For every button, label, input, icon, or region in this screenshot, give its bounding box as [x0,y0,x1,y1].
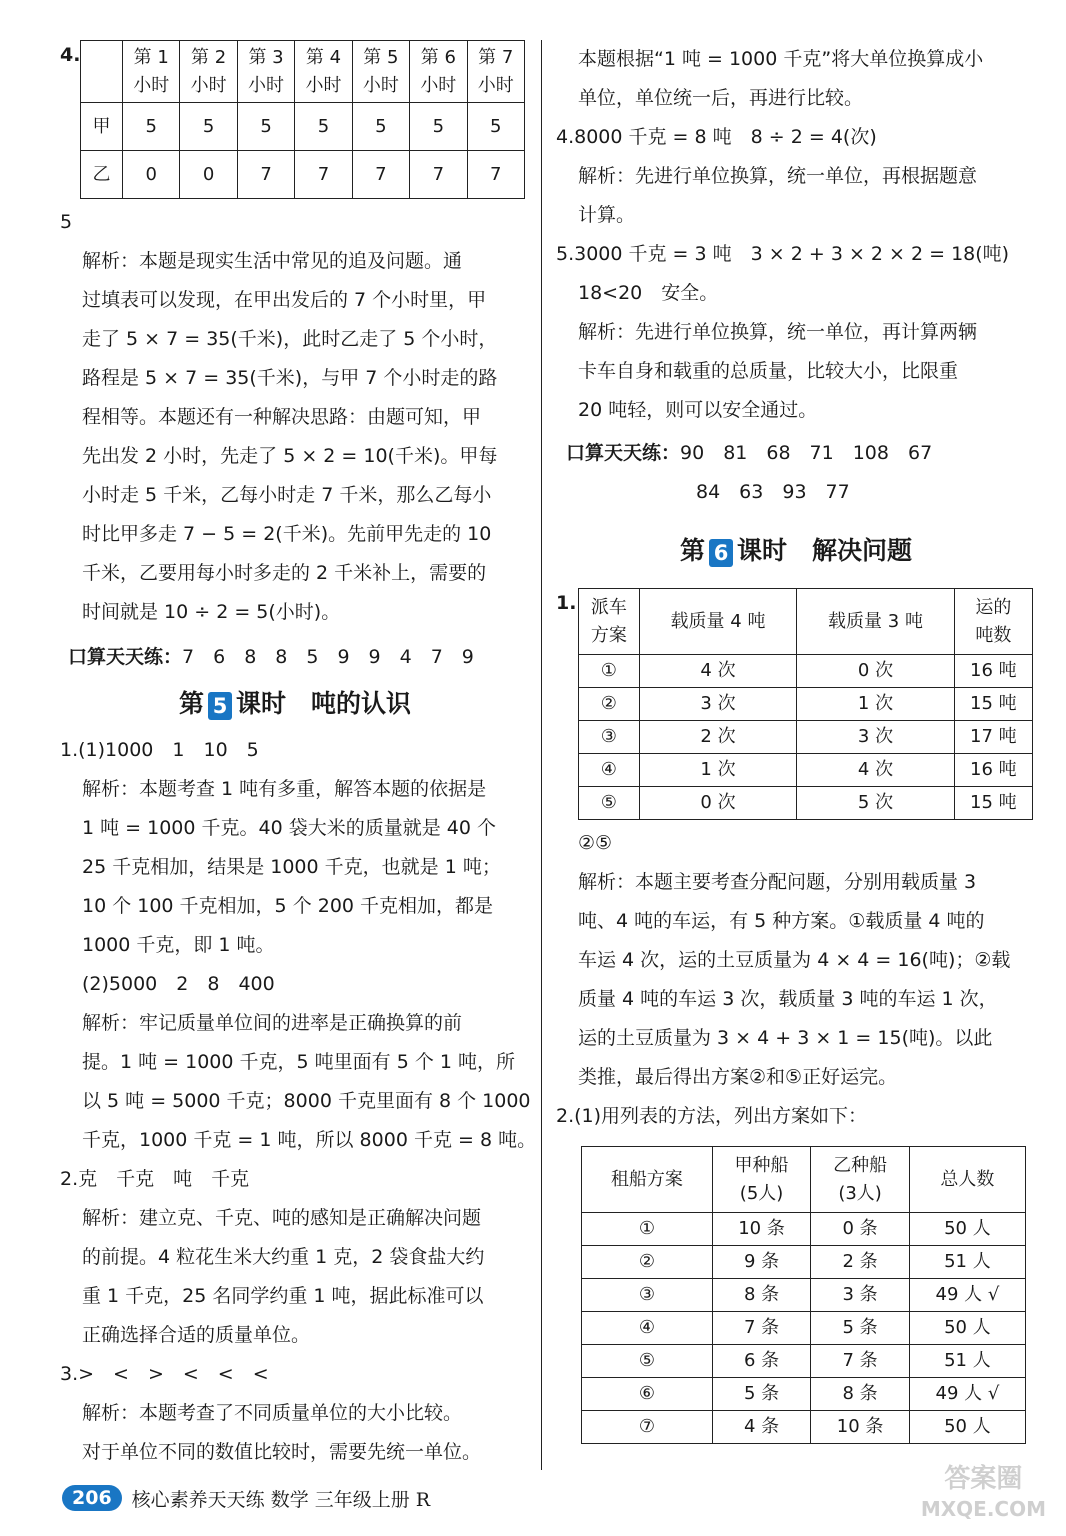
table-cell: 5 [295,103,352,151]
text-line: 过填表可以发现，在甲出发后的 7 个小时里，甲 [82,289,487,311]
lesson-prefix: 第 [679,536,705,565]
table-header-cell [712,1147,811,1213]
table-cell: 7 [352,151,409,199]
table-header-cell [237,41,294,103]
text-line: 解析：牢记质量单位间的进率是正确换算的前 [82,1012,463,1034]
text-line: 卡车自身和载重的总质量，比较大小，比限重 [578,360,959,382]
watermark-line2: MXQE.COM [920,1497,1046,1521]
oral-values-row2: 84 63 93 77 [696,481,850,503]
table-row [579,787,1033,820]
table-cell: 7 [467,151,524,199]
text-line: 10 个 100 千克相加，5 个 200 千克相加，都是 [82,895,494,917]
table-corner-cell [81,41,123,103]
lesson-number-badge: 6 [709,539,733,567]
table-cell: 4 次 [639,655,797,688]
text-line: 1.(1)1000 1 10 5 [60,739,259,761]
table-header-cell-line: 小时 [305,74,342,96]
table-row [582,1345,1026,1378]
table-cell: 5 [410,103,467,151]
table-cell: 5 [237,103,294,151]
table-header-cell-line: 派车 [590,596,627,618]
text-line: 千米，乙要用每小时多走的 2 千米补上，需要的 [82,562,487,584]
table-row [81,151,525,199]
text-line: 本题根据“1 吨 = 1000 千克”将大单位换算成小 [578,48,984,70]
table-cell: 8 条 [811,1378,910,1411]
table-cell: 15 吨 [954,688,1032,721]
text-line: 吨、4 吨的车运，有 5 种方案。①载质量 4 吨的 [578,910,985,932]
table-header-cell-line: 第 2 [191,46,227,68]
table-header-cell-line: 载质量 4 吨 [670,610,766,632]
table-header-row [81,41,525,103]
q1-block [556,588,1036,820]
table-row [579,688,1033,721]
lesson-heading: 课时 解决问题 [737,536,913,565]
table-cell: 3 条 [811,1279,910,1312]
text-line: 程相等。本题还有一种解决思路：由题可知，甲 [82,406,482,428]
lesson-prefix: 第 [178,689,204,718]
text-line: 路程是 5 × 7 = 35(千米)，与甲 7 个小时走的路 [82,367,498,389]
q2-intro: 2.(1)用列表的方法，列出方案如下： [556,1105,868,1127]
column-divider [541,40,542,1470]
table-cell: 50 人 [909,1411,1025,1444]
table-header-row [579,589,1033,655]
text-line: 以 5 吨 = 5000 千克；8000 千克里面有 8 个 1000 [82,1090,531,1112]
table-cell: 50 人 [909,1312,1025,1345]
table-boat-plans [581,1146,1026,1444]
table-cell: ③ [582,1279,713,1312]
text-line: (2)5000 2 8 400 [82,973,275,995]
table-cell: 5 条 [712,1378,811,1411]
table-cell: 3 次 [639,688,797,721]
table-header-cell-line: 运的 [975,596,1012,618]
table-cell: 49 人 √ [909,1279,1025,1312]
text-line: 时比甲多走 7 − 5 = 2(千米)。先前甲先走的 10 [82,523,492,545]
row-label: 乙 [81,151,123,199]
q1-answer: ②⑤ [578,832,613,854]
table-cell: 0 次 [639,787,797,820]
q1-explanation [556,863,1036,1097]
text-line: 解析：先进行单位换算，统一单位，再计算两辆 [578,321,978,343]
text-line: 对于单位不同的数值比较时，需要先统一单位。 [82,1441,482,1463]
text-line: 3.> < > < < < [60,1363,269,1385]
table-hours [80,40,525,199]
book-title: 核心素养天天练 数学 三年级上册 R [131,1488,431,1511]
table-row [579,721,1033,754]
table-cell: 16 吨 [954,754,1032,787]
table-cell: 17 吨 [954,721,1032,754]
text-line: 解析：本题主要考查分配问题，分别用载质量 3 [578,871,977,893]
table-header-cell [123,41,180,103]
table-cell: 5 [123,103,180,151]
lesson-number-badge: 5 [208,692,232,720]
table-cell: 7 [295,151,352,199]
text-line: 解析：本题考查 1 吨有多重，解答本题的依据是 [82,778,487,800]
table-cell: 9 条 [712,1246,811,1279]
table-cell: ⑦ [582,1411,713,1444]
lesson-5-title [60,677,530,731]
text-line: 时间就是 10 ÷ 2 = 5(小时)。 [82,601,341,623]
question-number: 4. [60,44,81,66]
text-line: 20 吨轻，则可以安全通过。 [578,399,818,421]
table-header-cell [811,1147,910,1213]
oral-practice-left [60,638,530,677]
table-header-cell-line: 甲种船 [734,1154,789,1176]
text-line: 计算。 [578,204,636,226]
table-header-cell [579,589,640,655]
table-header-cell [797,589,955,655]
table-cell: 7 条 [712,1312,811,1345]
table-cell: 4 次 [797,754,955,787]
table-cell: 5 条 [811,1312,910,1345]
table-cell: 49 人 √ [909,1378,1025,1411]
row-label: 甲 [81,103,123,151]
table-cell: 2 条 [811,1246,910,1279]
table-header-cell-line: 第 5 [363,46,399,68]
table-header-cell-line: 载质量 3 吨 [828,610,923,632]
watermark [921,1464,1046,1524]
watermark-line1: 答案圈 [944,1464,1023,1494]
table-cell: 51 人 [909,1246,1025,1279]
table-header-cell-line: 小时 [190,74,227,96]
table-cell: 7 [410,151,467,199]
text-line: 25 千克相加，结果是 1000 千克，也就是 1 吨； [82,856,501,878]
table-header-cell [909,1147,1025,1213]
table-header-cell [467,41,524,103]
table-row [579,655,1033,688]
table-header-cell-line: 小时 [362,74,399,96]
page-number: 206 [62,1485,122,1511]
table-cell: 5 [352,103,409,151]
oral-values: 7 6 8 8 5 9 9 4 7 9 [182,646,474,668]
text-line: 2.克 千克 吨 千克 [60,1168,250,1190]
table-cell: 16 吨 [954,655,1032,688]
table-cell: 5 次 [797,787,955,820]
table-header-row [582,1147,1026,1213]
right-column [556,40,1036,1444]
table-row [582,1312,1026,1345]
text-line: 正确选择合适的质量单位。 [82,1324,311,1346]
table-row [582,1246,1026,1279]
table-cell: 2 次 [639,721,797,754]
text-line: 1 吨 = 1000 千克。40 袋大米的质量就是 40 个 [82,817,496,839]
table-cell: 10 条 [712,1213,811,1246]
text-line: 质量 4 吨的车运 3 次，载质量 3 吨的车运 1 次， [578,988,998,1010]
table-header-cell-line: 乙种船 [833,1154,888,1176]
table-header-cell [410,41,467,103]
text-line: 走了 5 × 7 = 35(千米)，此时乙走了 5 个小时， [82,328,498,350]
q4-block [60,40,530,199]
table-header-cell-line: 方案 [590,624,627,646]
table-header-cell-line: 第 1 [133,46,169,68]
text-line: 先出发 2 小时，先走了 5 × 2 = 10(千米)。甲每 [82,445,498,467]
table-header-cell-line: 第 3 [248,46,284,68]
table-cell: 5 [180,103,237,151]
table-cell: ⑥ [582,1378,713,1411]
table-header-cell-line: 吨数 [975,624,1012,646]
table-cell: 6 条 [712,1345,811,1378]
table-row [579,754,1033,787]
table-cell: ④ [579,754,640,787]
text-line: 解析：先进行单位换算，统一单位，再根据题意 [578,165,978,187]
table-cell: 5 [467,103,524,151]
lesson-6-title [556,524,1036,578]
table-header-cell-line: 第 6 [420,46,456,68]
table-header-cell-line: 第 4 [305,46,342,68]
oral-label: 口算天天练： [68,646,183,668]
table-cell: 1 次 [797,688,955,721]
text-line: 4.8000 千克 = 8 吨 8 ÷ 2 = 4(次) [556,126,877,148]
text-line: 5.3000 千克 = 3 吨 3 × 2 + 3 × 2 × 2 = 18(吨) [556,243,1010,265]
table-header-cell-line: (3人) [838,1182,882,1204]
text-line: 18<20 安全。 [578,282,719,304]
right-top-answers [556,40,1036,430]
oral-label: 口算天天练： [566,442,681,464]
table-cell: ① [579,655,640,688]
q4-answer: 5 [60,211,73,233]
table-cell: ⑤ [579,787,640,820]
table-cell: ④ [582,1312,713,1345]
text-line: 的前提。4 粒花生米大约重 1 克，2 袋食盐大约 [82,1246,485,1268]
text-line: 类推，最后得出方案②和⑤正好运完。 [578,1066,898,1088]
text-line: 运的土豆质量为 3 × 4 + 3 × 1 = 15(吨)。以此 [578,1027,993,1049]
table-cell: 10 条 [811,1411,910,1444]
table-cell: 15 吨 [954,787,1032,820]
question-number: 1. [556,592,577,614]
table-cell: 0 次 [797,655,955,688]
oral-practice-right [556,434,1036,473]
table-row [582,1213,1026,1246]
table-row [81,103,525,151]
table-header-cell-line: 小时 [420,74,457,96]
table-cell: 7 条 [811,1345,910,1378]
table-header-cell-line: 小时 [248,74,285,96]
text-line: 小时走 5 千米，乙每小时走 7 千米，那么乙每小 [82,484,492,506]
text-line: 单位，单位统一后，再进行比较。 [578,87,864,109]
table-cell: ② [579,688,640,721]
table-cell: 3 次 [797,721,955,754]
text-line: 重 1 千克，25 名同学约重 1 吨，据此标准可以 [82,1285,484,1307]
table-header-cell-line: 小时 [477,74,514,96]
table-row [582,1279,1026,1312]
text-line: 解析：本题是现实生活中常见的追及问题。通 [82,250,463,272]
table-header-cell-line: 第 7 [478,46,514,68]
table-cell: 7 [237,151,294,199]
text-line: 车运 4 次，运的土豆质量为 4 × 4 = 16(吨)；②载 [578,949,1011,971]
table-cell: ① [582,1213,713,1246]
left-column [60,40,537,1472]
table-header-cell-line: 小时 [133,74,170,96]
table-cell: ⑤ [582,1345,713,1378]
table-cell: 8 条 [712,1279,811,1312]
table-header-cell-line: 租船方案 [610,1168,683,1190]
table-truck-plans [578,588,1033,820]
table-cell: ③ [579,721,640,754]
table-cell: 50 人 [909,1213,1025,1246]
text-line: 解析：本题考查了不同质量单位的大小比较。 [82,1402,463,1424]
text-line: 1000 千克，即 1 吨。 [82,934,275,956]
table-row [582,1378,1026,1411]
table-header-cell [582,1147,713,1213]
text-line: 解析：建立克、千克、吨的感知是正确解决问题 [82,1207,482,1229]
table-header-cell [180,41,237,103]
table-header-cell-line: 总人数 [940,1168,995,1190]
table-cell: ② [582,1246,713,1279]
table-cell: 51 人 [909,1345,1025,1378]
table-cell: 0 条 [811,1213,910,1246]
lesson-heading: 课时 吨的认识 [236,689,412,718]
table-cell: 0 [123,151,180,199]
table-header-cell [295,41,352,103]
lesson-5-answers [60,731,537,1472]
table-header-cell [352,41,409,103]
table-header-cell [639,589,797,655]
oral-values: 90 81 68 71 108 67 [680,442,933,464]
text-line: 提。1 吨 = 1000 千克，5 吨里面有 5 个 1 吨，所 [82,1051,515,1073]
q4-explanation [60,242,530,632]
page-footer [62,1478,430,1518]
table-row [582,1411,1026,1444]
table-header-cell [954,589,1032,655]
table-cell: 0 [180,151,237,199]
text-line: 千克，1000 千克 = 1 吨，所以 8000 千克 = 8 吨。 [82,1129,537,1151]
table-cell: 4 条 [712,1411,811,1444]
table-header-cell-line: (5人) [739,1182,784,1204]
table-cell: 1 次 [639,754,797,787]
